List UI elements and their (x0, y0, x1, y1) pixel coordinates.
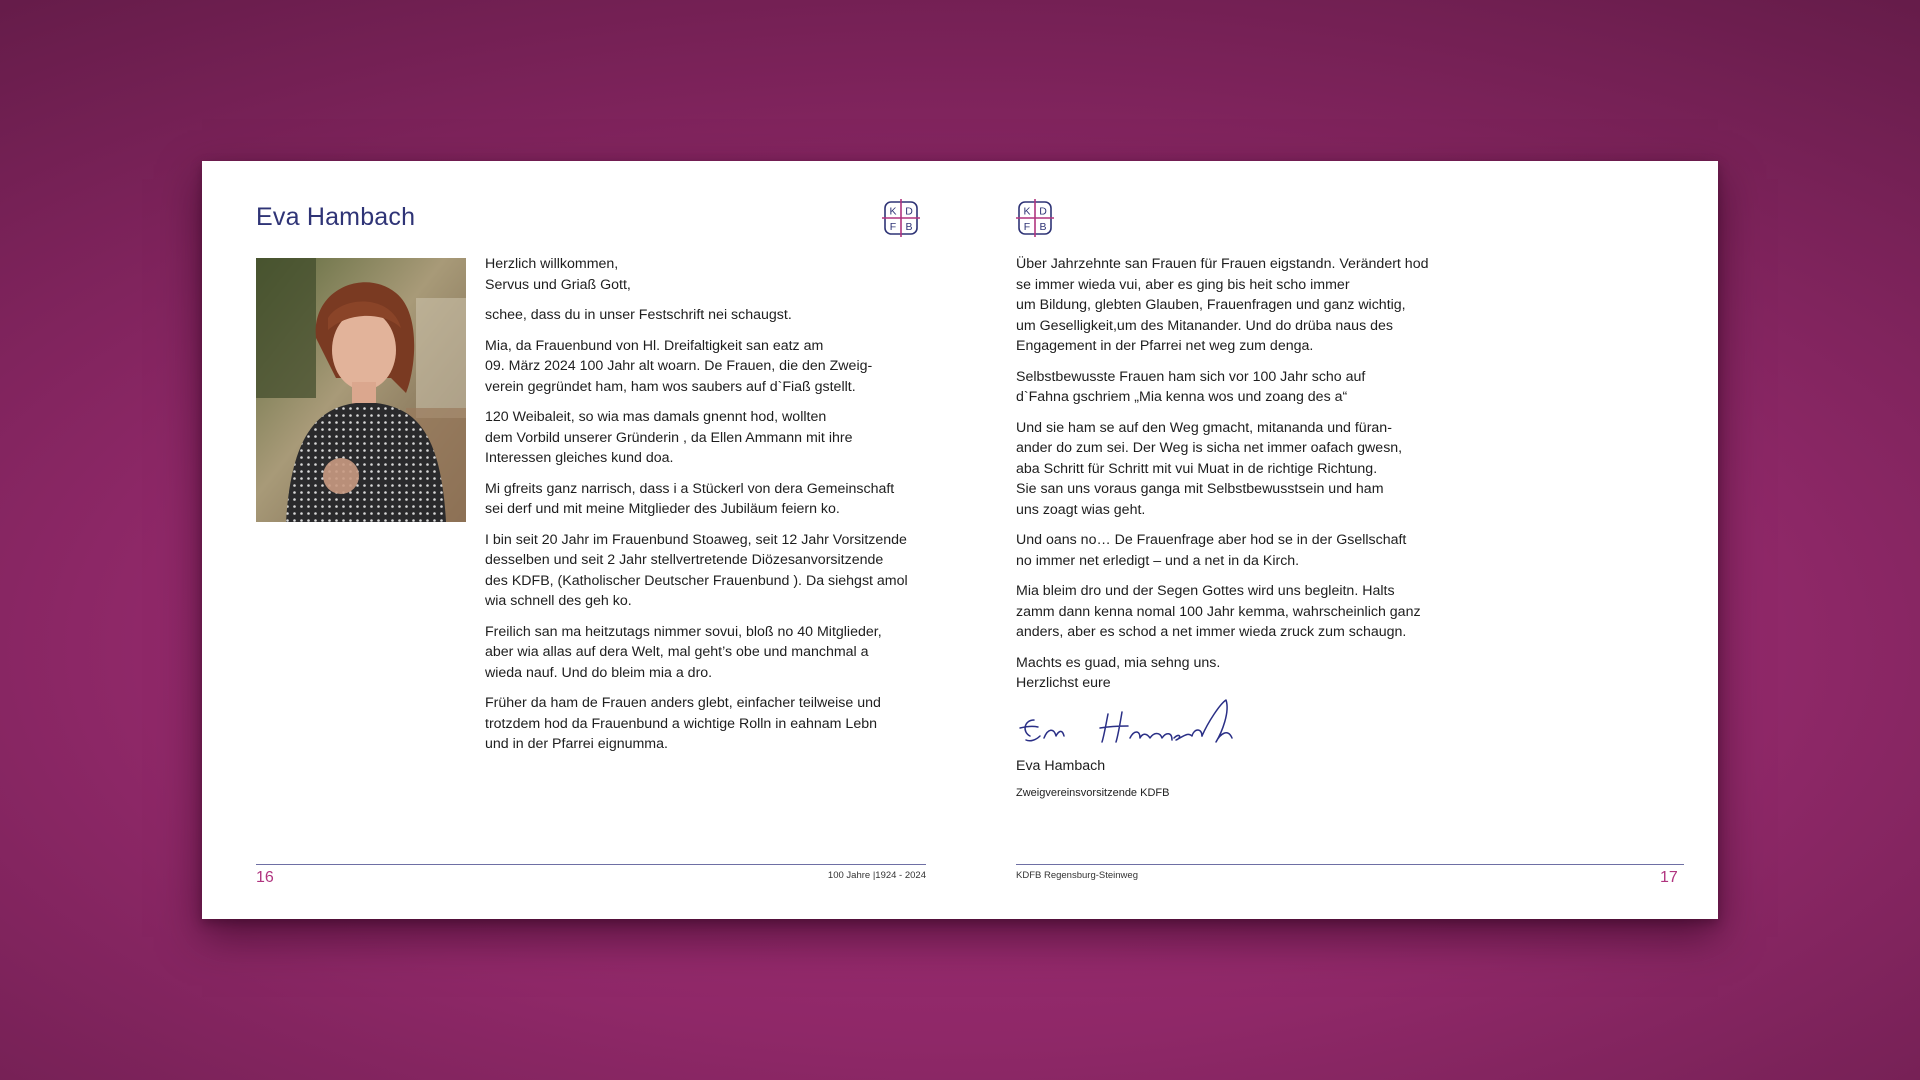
logo-letter-f: F (1023, 221, 1031, 233)
paragraph: schee, dass du in unser Festschrift nei schaugst. (485, 307, 792, 323)
right-page (960, 161, 1718, 919)
logo-letter-d: D (1039, 205, 1047, 218)
page-number: 16 (256, 869, 274, 886)
paragraph: Herzlich willkommen, Servus und Griaß Gott, (485, 256, 631, 293)
logo-letter-b: B (905, 221, 913, 233)
signer-name: Eva Hambach (1016, 758, 1106, 774)
paragraph: Mia, da Frauenbund von Hl. Dreifaltigkeit san eatz am 09. März 2024 100 Jahr alt woarn. De Frauen, die den Zweig- verein gegründet ham, ham wos saubers auf d`Fiaß gstellt. (485, 337, 873, 395)
paragraph: Über Jahrzehnte san Frauen für Frauen eigstandn. Verändert hod se immer wieda vui, aber es ging bis heit scho immer um Bildung, glebten Glauben, Frauenfragen und ganz wichtig, um Geselligkeit,um des Mitanander. Und do drüba naus des Engagement in der Pfarrei net weg zum denga. (1016, 256, 1429, 354)
signature-text: Eva Hambach (1016, 691, 1023, 693)
signer-role: Zweigvereinsvorsitzende KDFB (1016, 787, 1170, 799)
brochure-spread (202, 161, 1718, 919)
paragraph: Selbstbewusste Frauen ham sich vor 100 Jahr scho auf d`Fahna gschriem „Mia kenna wos und zoang des a“ (1016, 368, 1366, 405)
footer-label: KDFB Regensburg-Steinweg (1016, 870, 1138, 881)
paragraph: I bin seit 20 Jahr im Frauenbund Stoaweg, seit 12 Jahr Vorsitzende desselben und seit 2 Jahr stellvertretende Diözesanvorsitzende des KDFB, (Katholischer Deutscher Frauenbund ). Da siehgst amol wia schnell des geh ko. (485, 531, 908, 609)
footer-label: 100 Jahre |1924 - 2024 (827, 870, 926, 881)
paragraph: Früher da ham de Frauen anders glebt, einfacher teilweise und trotzdem hod da Frauenbund a wichtige Rolln in eahnam Lebn und in der Pfarrei eignumma. (485, 695, 881, 752)
letter-text (1016, 254, 1466, 810)
page-title: Eva Hambach (256, 203, 416, 231)
closing-text: Machts es guad, mia sehng uns. Herzlichst eure (1016, 654, 1221, 691)
welcome-text (485, 254, 925, 765)
footer-divider (1016, 864, 1684, 865)
kdfb-logo-icon (882, 199, 920, 237)
logo-letter-k: K (1023, 205, 1031, 218)
logo-letter-k: K (889, 205, 897, 218)
portrait-photo (256, 258, 466, 522)
logo-letter-b: B (1039, 221, 1047, 233)
footer-divider (256, 864, 926, 865)
handwritten-signature (1016, 692, 1246, 750)
paragraph: Und sie ham se auf den Weg gmacht, mitananda und füran- ander do zum sei. Der Weg is sicha net immer oafach gwesn, aba Schritt für Schritt mit vui Muat in de richtige Richtung. Sie san uns voraus ganga mit Selbstbewusstsein und ham uns zoagt wias geht. (1016, 419, 1403, 518)
logo-letter-d: D (905, 205, 913, 218)
paragraph: Mia bleim dro und der Segen Gottes wird uns begleitn. Halts zamm dann kenna nomal 100 Jahr kemma, wahrscheinlich ganz anders, aber es schod a net immer wieda zruck zum schaugn. (1016, 583, 1421, 640)
paragraph: Mi gfreits ganz narrisch, dass i a Stückerl von dera Gemeinschaft sei derf und mit meine Mitglieder des Jubiläum feiern ko. (485, 480, 895, 517)
paragraph: Freilich san ma heitzutags nimmer sovui, bloß no 40 Mitglieder, aber wia allas auf dera Welt, mal geht’s obe und manchmal a wieda nauf. Und do bleim mia a dro. (485, 623, 882, 681)
kdfb-logo-icon (1016, 199, 1054, 237)
paragraph: Und oans no… De Frauenfrage aber hod se in der Gsellschaft no immer net erledigt – und a net in da Kirch. (1016, 532, 1407, 569)
paragraph: 120 Weibaleit, so wia mas damals gnennt hod, wollten dem Vorbild unserer Gründerin , da Ellen Ammann mit ihre Interessen gleiches kund doa. (485, 409, 853, 466)
page-number: 17 (1660, 869, 1678, 886)
left-page (202, 161, 960, 919)
logo-letter-f: F (889, 221, 897, 233)
